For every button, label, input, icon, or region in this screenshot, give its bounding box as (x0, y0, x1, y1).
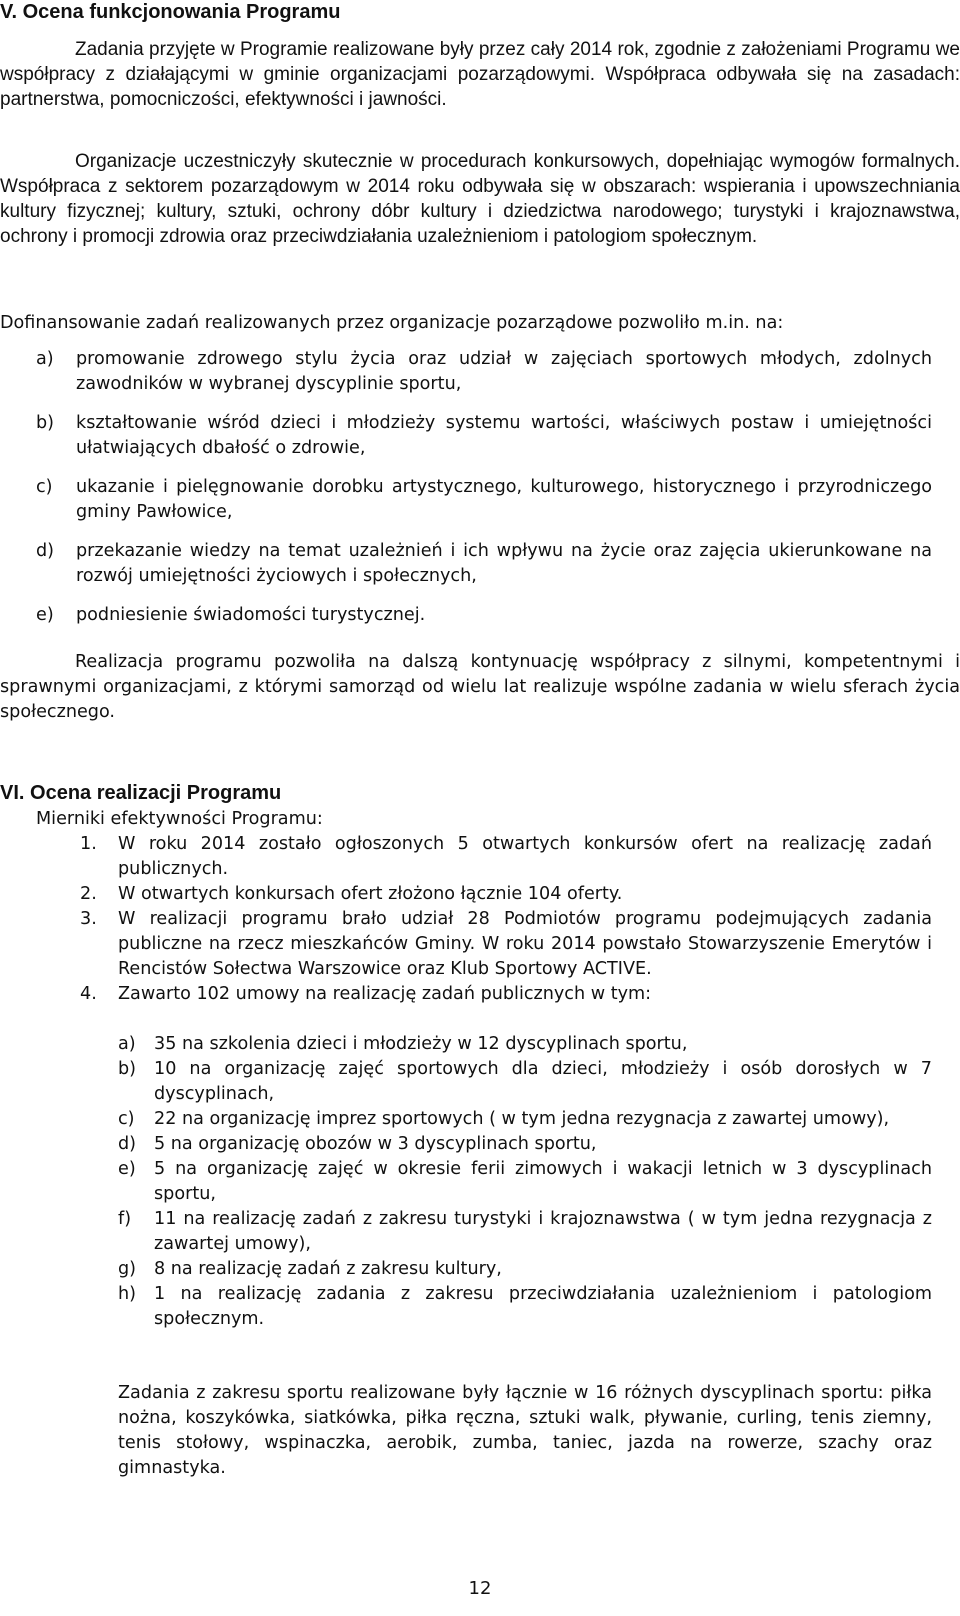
list-item (36, 603, 932, 628)
list-item-text: W realizacji programu brało udział 28 Podmiotów programu podejmujących zadania publiczne na rzecz mieszkańców Gminy. W roku 2014 powstało Stowarzyszenie Emerytów i Rencistów Sołectwa Warszowice oraz Klub Sportowy ACTIVE. (118, 909, 932, 979)
list-item-marker: c) (118, 1109, 135, 1129)
list-item (118, 1257, 932, 1282)
list-item (80, 907, 932, 982)
list-item-text: W otwartych konkursach ofert złożono łącznie 104 oferty. (118, 884, 623, 904)
section-5-list (36, 347, 932, 628)
list-item-text: 5 na organizację obozów w 3 dyscyplinach sportu, (154, 1134, 597, 1154)
list-item-text: 35 na szkolenia dzieci i młodzieży w 12 dyscyplinach sportu, (154, 1034, 688, 1054)
list-item (118, 1057, 932, 1107)
list-item-marker: a) (118, 1034, 136, 1054)
list-item-text: 5 na organizację zajęć w okresie ferii zimowych i wakacji letnich w 3 dyscyplinach sportu, (154, 1159, 932, 1204)
section-6-heading: VI. Ocena realizacji Programu (0, 782, 282, 804)
metrics-list (80, 832, 932, 1007)
section-5-paragraph-2: Organizacje uczestniczyły skutecznie w procedurach konkursowych, dopełniając wymogów formalnych. Współpraca z sektorem pozarządowym w 2014 roku odbywała się w obszarach: wspierania i upowszechniania kultury fizycznej; kultury, sztuki, ochrony dóbr kultury i dziedzictwa narodowego; turystyki i krajoznawstwa, ochrony i promocji zdrowia oraz przeciwdziałania uzależnieniom i patologiom społecznym. (0, 151, 960, 247)
list-item (80, 882, 932, 907)
page-number: 12 (468, 1578, 492, 1599)
list-item-marker: 3. (80, 909, 97, 929)
list-item-text: 10 na organizację zajęć sportowych dla dzieci, młodzieży i osób dorosłych w 7 dyscyplinach, (154, 1059, 932, 1104)
list-item-marker: d) (36, 541, 55, 561)
list-item-marker: c) (36, 477, 53, 497)
list-item-text: przekazanie wiedzy na temat uzależnień i ich wpływu na życie oraz zajęcia ukierunkowane na rozwój umiejętności życiowych i społecznych, (76, 541, 932, 586)
contracts-sublist (118, 1032, 932, 1332)
list-item-text: 11 na realizację zadań z zakresu turystyki i krajoznawstwa ( w tym jedna rezygnacja z zawartej umowy), (154, 1209, 932, 1254)
list-item (118, 1157, 932, 1207)
list-item-marker: a) (36, 349, 54, 369)
list-item-text: 22 na organizację imprez sportowych ( w tym jedna rezygnacja z zawartej umowy), (154, 1109, 890, 1129)
list-item-marker: e) (118, 1159, 136, 1179)
list-item (118, 1207, 932, 1257)
list-item-marker: 4. (80, 984, 97, 1004)
list-item (118, 1282, 932, 1332)
section-5-heading: V. Ocena funkcjonowania Programu (0, 1, 341, 23)
list-item-text: 1 na realizację zadania z zakresu przeciwdziałania uzależnieniom i patologiom społecznym. (154, 1284, 932, 1329)
list-item-text: 8 na realizację zadań z zakresu kultury, (154, 1259, 502, 1279)
list-item-marker: h) (118, 1284, 137, 1304)
list-item (36, 347, 932, 397)
list-item-marker: b) (118, 1059, 137, 1079)
section-6-closing-paragraph: Zadania z zakresu sportu realizowane były łącznie w 16 różnych dyscyplinach sportu: piłka nożna, koszykówka, siatkówka, piłka ręczna, sztuki walk, pływanie, curling, tenis ziemny, tenis stołowy, wspinaczka, aerobik, zumba, taniec, jazda na rowerze, szachy oraz gimnastyka. (118, 1383, 932, 1478)
list-item (36, 539, 932, 589)
list-item (118, 1032, 932, 1057)
list-item (36, 475, 932, 525)
list-item (80, 982, 932, 1007)
list-item (36, 411, 932, 461)
section-5-paragraph-4: Realizacja programu pozwoliła na dalszą kontynuację współpracy z silnymi, kompetentnymi i sprawnymi organizacjami, z którymi samorząd od wielu lat realizuje wspólne zadania w wielu sferach życia społecznego. (0, 652, 960, 722)
section-5-paragraph-1: Zadania przyjęte w Programie realizowane były przez cały 2014 rok, zgodnie z założeniami Programu we współpracy z działającymi w gminie organizacjami pozarządowymi. Współpraca odbywała się na zasadach: partnerstwa, pomocniczości, efektywności i jawności. (0, 39, 960, 110)
list-item-marker: b) (36, 413, 55, 433)
section-5-paragraph-3: Dofinansowanie zadań realizowanych przez organizacje pozarządowe pozwoliło m.in. na: (0, 313, 784, 333)
list-item-text: ukazanie i pielęgnowanie dorobku artystycznego, kulturowego, historycznego i przyrodniczego gminy Pawłowice, (76, 477, 932, 522)
list-item-text: kształtowanie wśród dzieci i młodzieży systemu wartości, właściwych postaw i umiejętności ułatwiających dbałość o zdrowie, (76, 413, 932, 458)
list-item-marker: 1. (80, 834, 97, 854)
list-item (118, 1132, 932, 1157)
list-item-marker: g) (118, 1259, 137, 1279)
list-item-marker: d) (118, 1134, 137, 1154)
list-item (118, 1107, 932, 1132)
list-item-text: W roku 2014 zostało ogłoszonych 5 otwartych konkursów ofert na realizację zadań publicznych. (118, 834, 932, 879)
list-item-marker: 2. (80, 884, 97, 904)
list-item-text: promowanie zdrowego stylu życia oraz udział w zajęciach sportowych młodych, zdolnych zawodników w wybranej dyscyplinie sportu, (76, 349, 932, 394)
list-item-text: Zawarto 102 umowy na realizację zadań publicznych w tym: (118, 984, 652, 1004)
section-6-subheading: Mierniki efektywności Programu: (36, 809, 323, 829)
list-item-marker: f) (118, 1209, 132, 1229)
list-item-text: podniesienie świadomości turystycznej. (76, 605, 426, 625)
list-item-marker: e) (36, 605, 54, 625)
list-item (80, 832, 932, 882)
